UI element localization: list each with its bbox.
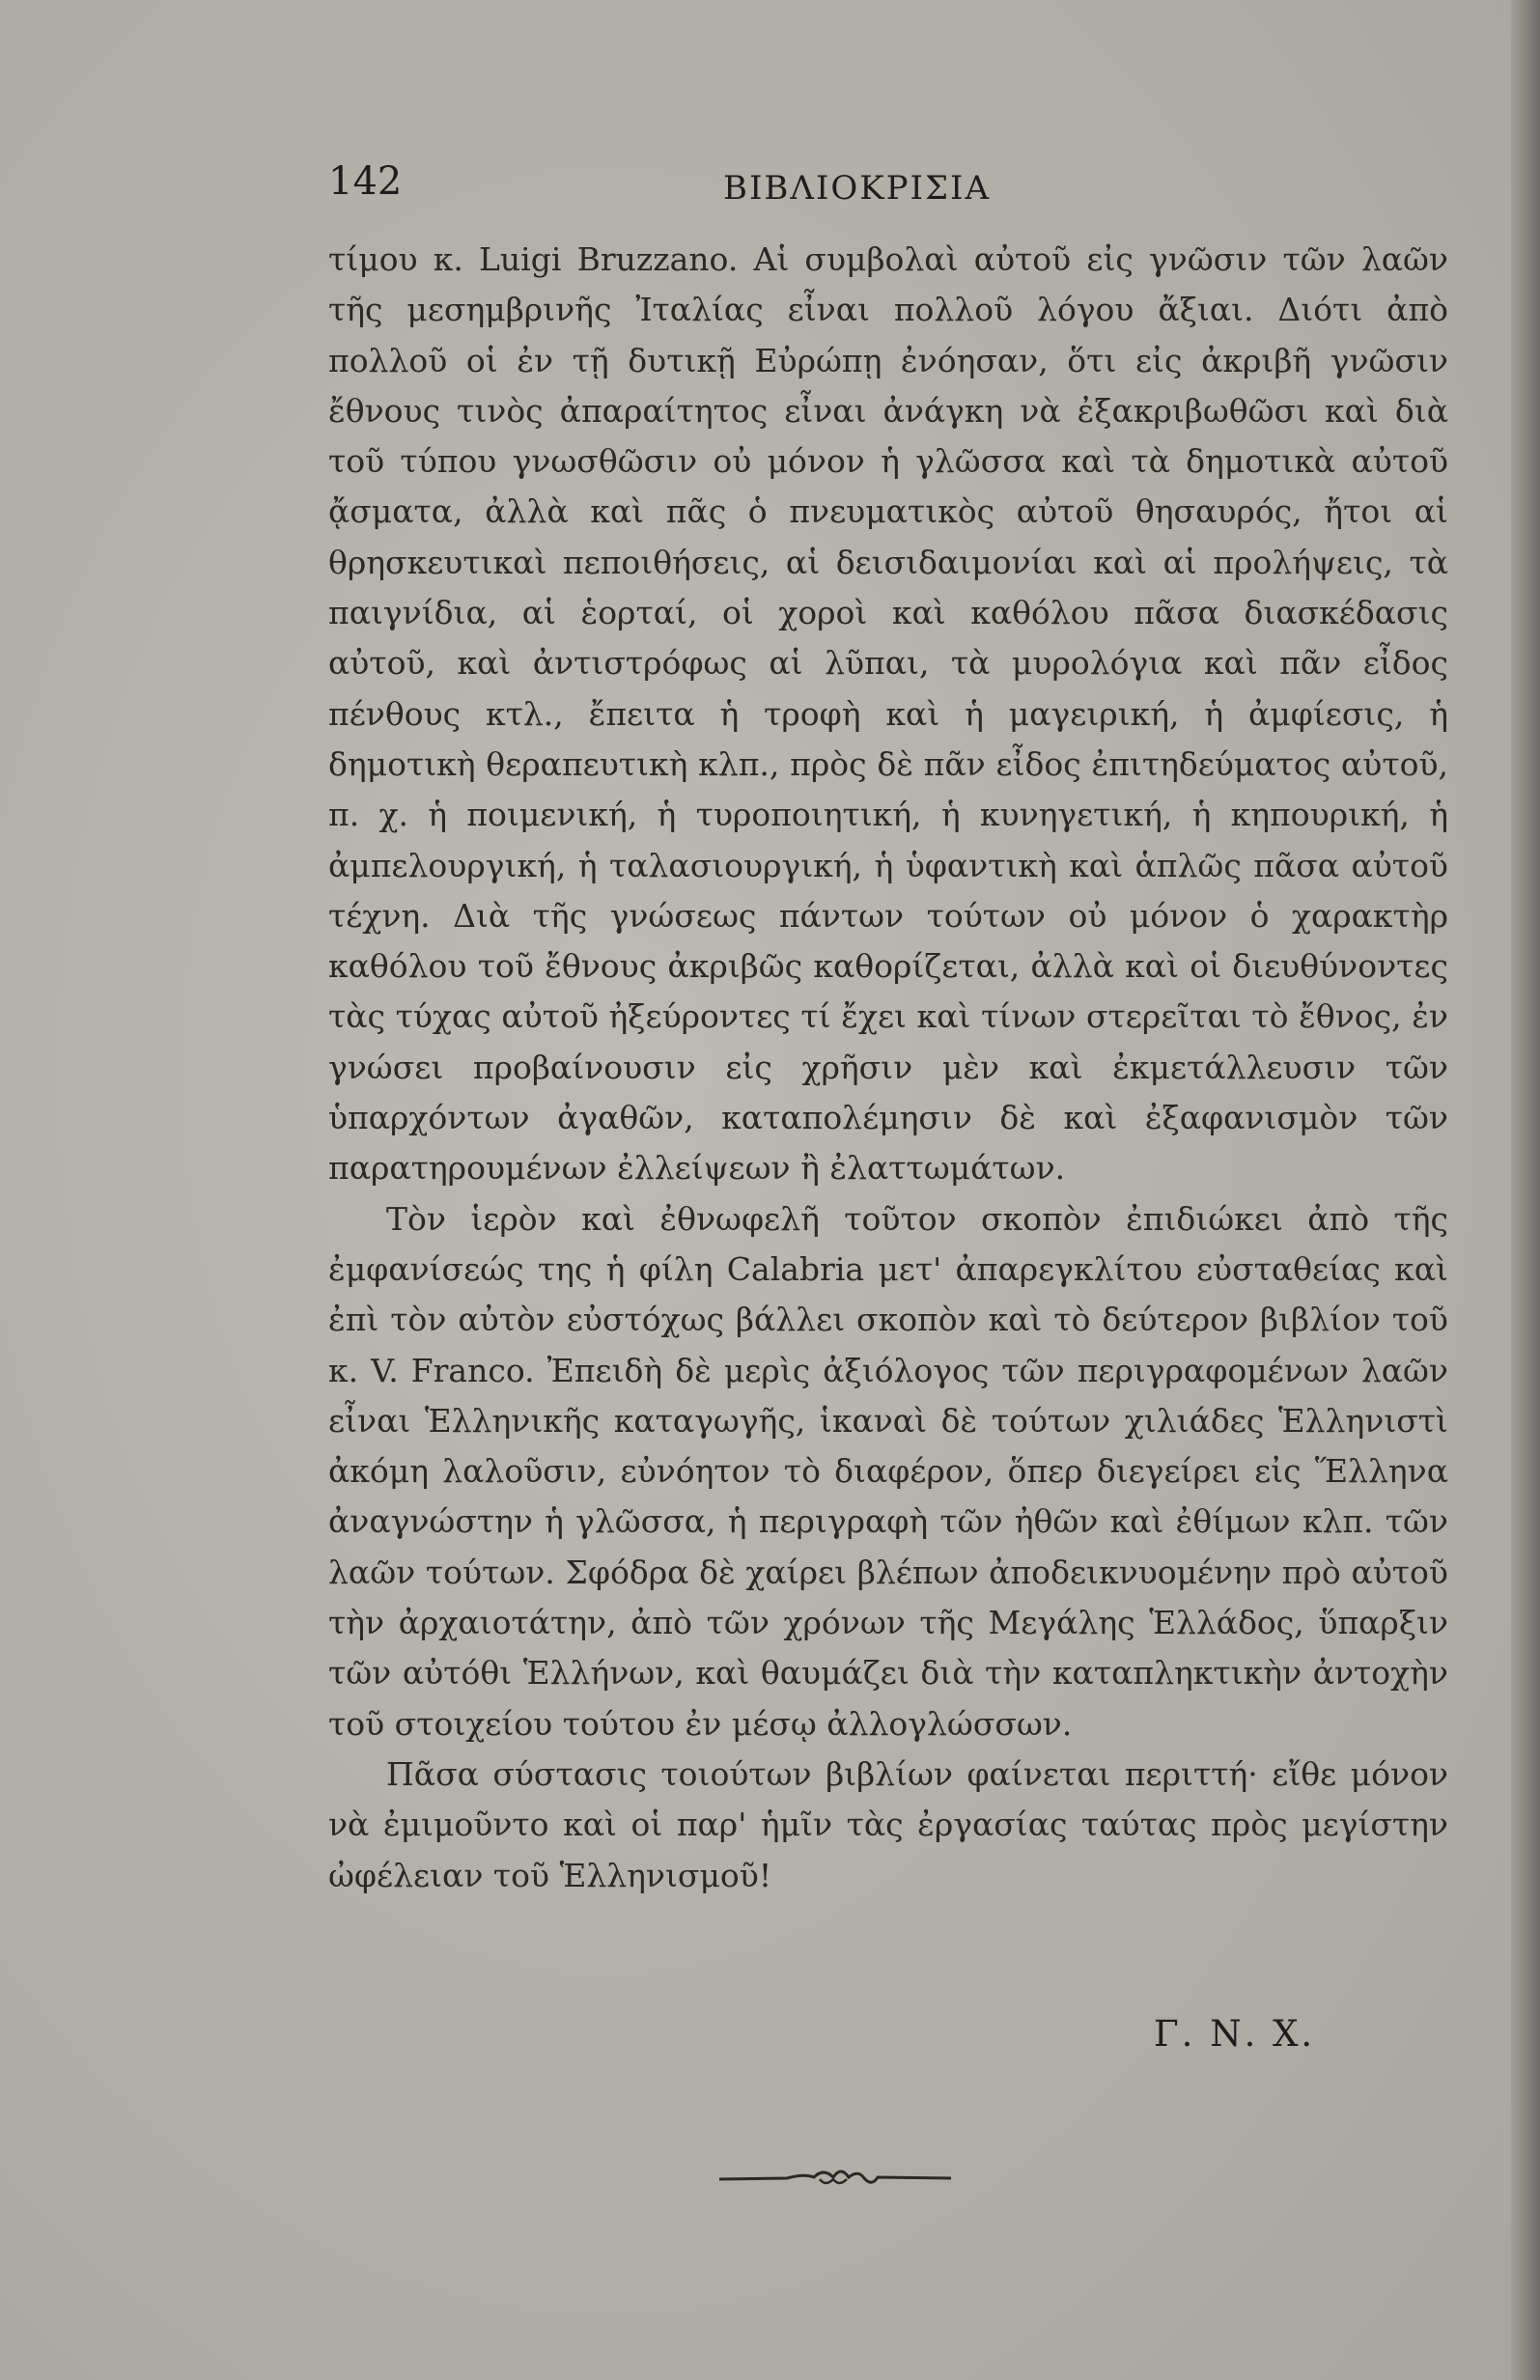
page-edge-shadow xyxy=(1511,0,1540,2380)
page-header xyxy=(328,159,1386,217)
paragraph-2: Τὸν ἱερὸν καὶ ἐθνωφελῆ τοῦτον σκοπὸν ἐπιδιώκει ἀπὸ τῆς ἐμφανίσεώς της ἡ φίλη Calabria μετ' ἀπαρεγκλίτου εὐσταθείας καὶ ἐπὶ τὸν αὐτὸν εὐστόχως βάλλει σκοπὸν καὶ τὸ δεύτερον βιβλίον τοῦ κ. V. Franco. Ἐπειδὴ δὲ μερὶς ἀξιόλογος τῶν περιγραφομένων λαῶν εἶναι Ἑλληνικῆς καταγωγῆς, ἱκαναὶ δὲ τούτων χιλιάδες Ἑλληνιστὶ ἀκόμη λαλοῦσιν, εὐνόητον τὸ διαφέρον, ὅπερ διεγείρει εἰς Ἕλληνα ἀναγνώστην ἡ γλῶσσα, ἡ περιγραφὴ τῶν ἠθῶν καὶ ἐθίμων κλπ. τῶν λαῶν τούτων. Σφόδρα δὲ χαίρει βλέπων ἀποδεικνυομένην πρὸ αὐτοῦ τὴν ἀρχαιοτάτην, ἀπὸ τῶν χρόνων τῆς Μεγάλης Ἑλλάδος, ὕπαρξιν τῶν αὐτόθι Ἑλλήνων, καὶ θαυμάζει διὰ τὴν καταπληκτικὴν ἀντοχὴν τοῦ στοιχείου τούτου ἐν μέσῳ ἀλλογλώσσων. xyxy=(328,1199,1448,1743)
body-text xyxy=(328,235,1448,1901)
author-initials: Γ. Ν. Χ. xyxy=(1154,2013,1316,2055)
page-number: 142 xyxy=(328,159,403,204)
running-title: ΒΙΒΛΙΟΚΡΙΣΙΑ xyxy=(723,169,991,208)
paragraph-3: Πᾶσα σύστασις τοιούτων βιβλίων φαίνεται περιττή· εἴθε μόνον νὰ ἐμιμοῦντο καὶ οἱ παρ' ἡμῖν τὰς ἐργασίας ταύτας πρὸς μεγίστην ὠφέλειαν τοῦ Ἑλληνισμοῦ! xyxy=(328,1754,1448,1894)
paragraph-1: τίμου κ. Luigi Bruzzano. Αἱ συμβολαὶ αὐτοῦ εἰς γνῶσιν τῶν λαῶν τῆς μεσημβρινῆς Ἰταλίας εἶναι πολλοῦ λόγου ἄξιαι. Διότι ἀπὸ πολλοῦ οἱ ἐν τῇ δυτικῇ Εὐρώπῃ ἐνόησαν, ὅτι εἰς ἀκριβῆ γνῶσιν ἔθνους τινὸς ἀπαραίτητος εἶναι ἀνάγκη νὰ ἐξακριβωθῶσι καὶ διὰ τοῦ τύπου γνωσθῶσιν οὐ μόνον ἡ γλῶσσα καὶ τὰ δημοτικὰ αὐτοῦ ᾄσματα, ἀλλὰ καὶ πᾶς ὁ πνευματικὸς αὐτοῦ θησαυρός, ἤτοι αἱ θρησκευτικαὶ πεποιθήσεις, αἱ δεισιδαιμονίαι καὶ αἱ προλήψεις, τὰ παιγνίδια, αἱ ἑορταί, οἱ χοροὶ καὶ καθόλου πᾶσα διασκέδασις αὐτοῦ, καὶ ἀντιστρόφως αἱ λῦπαι, τὰ μυρολόγια καὶ πᾶν εἶδος πένθους κτλ., ἔπειτα ἡ τροφὴ καὶ ἡ μαγειρική, ἡ ἀμφίεσις, ἡ δημοτικὴ θεραπευτικὴ κλπ., πρὸς δὲ πᾶν εἶδος ἐπιτηδεύματος αὐτοῦ, π. χ. ἡ ποιμενική, ἡ τυροποιητική, ἡ κυνηγετική, ἡ κηπουρική, ἡ ἀμπελουργική, ἡ ταλασιουργική, ἡ ὑφαντικὴ καὶ ἁπλῶς πᾶσα αὐτοῦ τέχνη. Διὰ τῆς γνώσεως πάντων τούτων οὐ μόνον ὁ χαρακτὴρ καθόλου τοῦ ἔθνους ἀκριβῶς καθορίζεται, ἀλλὰ καὶ οἱ διευθύνοντες τὰς τύχας αὐτοῦ ἠξεύροντες τί ἔχει καὶ τίνων στερεῖται τὸ ἔθνος, ἐν γνώσει προβαίνουσιν εἰς χρῆσιν μὲν καὶ ἐκμετάλλευσιν τῶν ὑπαρχόντων ἀγαθῶν, καταπολέμησιν δὲ καὶ ἐξαφανισμὸν τῶν παρατηρουμένων ἐλλείψεων ἢ ἐλαττωμάτων. xyxy=(328,240,1448,1188)
tailpiece-flourish-icon xyxy=(719,2158,951,2197)
